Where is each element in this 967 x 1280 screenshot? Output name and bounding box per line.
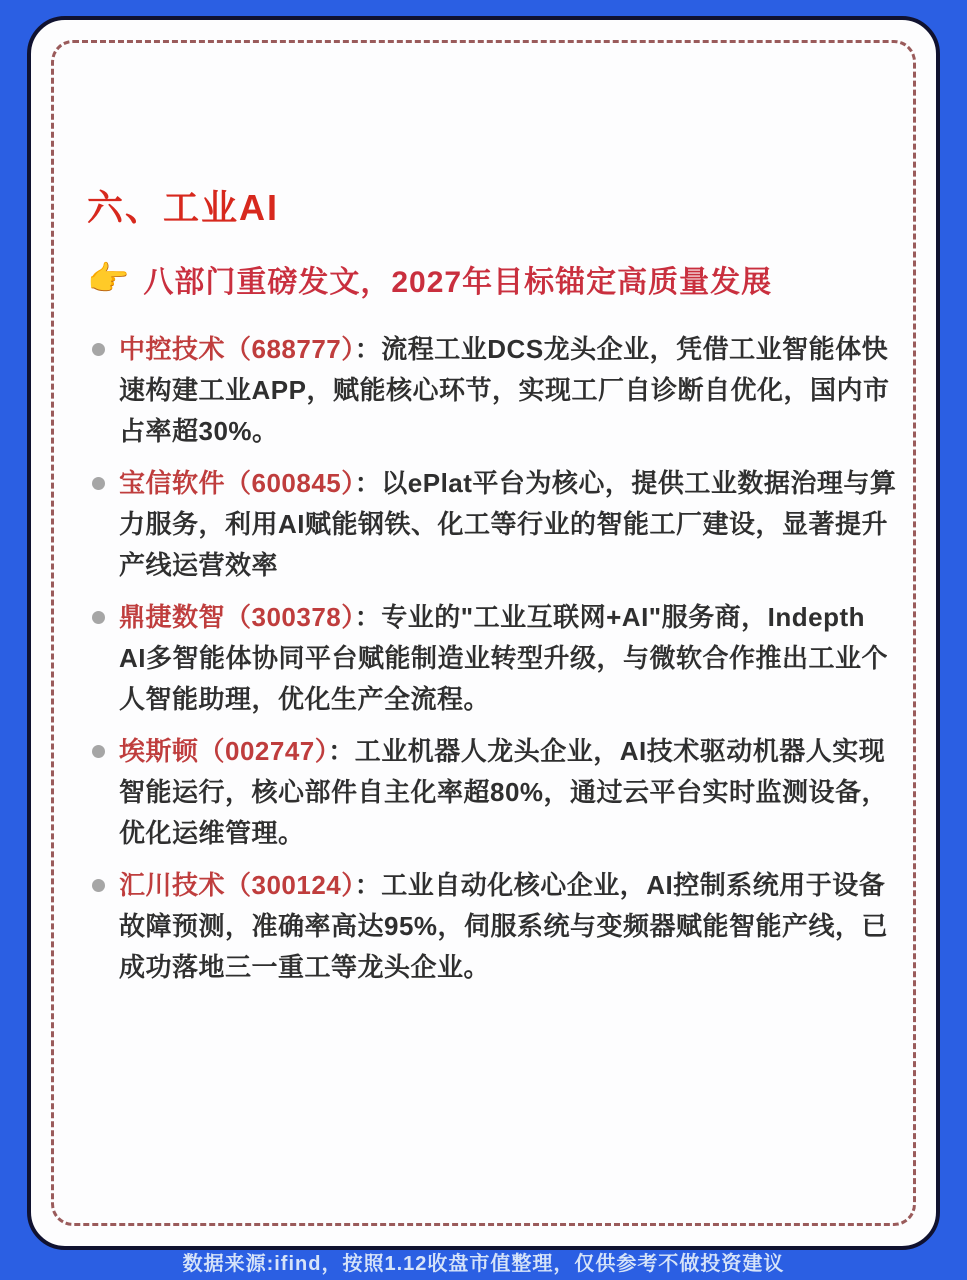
stock-description: 专业的"工业互联网+AI"服务商，Indepth AI多智能体协同平台赋能制造业转型升级，与微软合作推出工业个人智能助理，优化生产全流程。 [119, 602, 889, 714]
list-item [87, 731, 898, 854]
bullet-dot-icon [92, 879, 105, 892]
content-area [31, 20, 936, 999]
page-title: 六、工业AI [87, 187, 280, 228]
bullet-dot-icon [92, 477, 105, 490]
separator: ： [328, 736, 355, 766]
data-source-disclaimer: 数据来源:ifind，按照1.12收盘市值整理，仅供参考不做投资建议 [182, 1253, 785, 1275]
stock-name: 中控技术（688777） [119, 334, 355, 364]
separator: ： [354, 602, 382, 632]
separator: ： [354, 468, 382, 498]
list-item [87, 597, 898, 720]
list-item [87, 865, 898, 988]
subtitle-row [87, 257, 898, 301]
stock-description: 工业自动化核心企业，AI控制系统用于设备故障预测，准确率高达95%，伺服系统与变频器赋能智能产线，已成功落地三一重工等龙头企业。 [119, 870, 889, 982]
list-item [87, 463, 898, 586]
subtitle-text: 八部门重磅发文，2027年目标锚定高质量发展 [143, 266, 773, 299]
stock-name: 埃斯顿（002747） [119, 736, 329, 766]
separator: ： [354, 870, 382, 900]
stock-description: 流程工业DCS龙头企业，凭借工业智能体快速构建工业APP，赋能核心环节，实现工厂自诊断自优化，国内市占率超30%。 [119, 334, 890, 446]
list-item [87, 329, 898, 452]
stock-list [87, 329, 898, 988]
stock-name: 宝信软件（600845） [119, 468, 355, 498]
separator: ： [354, 334, 382, 364]
bullet-dot-icon [92, 343, 105, 356]
pointing-right-icon: 👉 [87, 260, 130, 298]
poster-card [27, 16, 940, 1250]
bullet-dot-icon [92, 611, 105, 624]
stock-description: 以ePlat平台为核心，提供工业数据治理与算力服务，利用AI赋能钢铁、化工等行业的智能工厂建设，显著提升产线运营效率 [119, 468, 897, 580]
stock-description: 工业机器人龙头企业，AI技术驱动机器人实现智能运行，核心部件自主化率超80%，通过云平台实时监测设备，优化运维管理。 [119, 736, 889, 848]
stock-name: 汇川技术（300124） [119, 870, 355, 900]
bullet-dot-icon [92, 745, 105, 758]
stock-name: 鼎捷数智（300378） [119, 602, 355, 632]
